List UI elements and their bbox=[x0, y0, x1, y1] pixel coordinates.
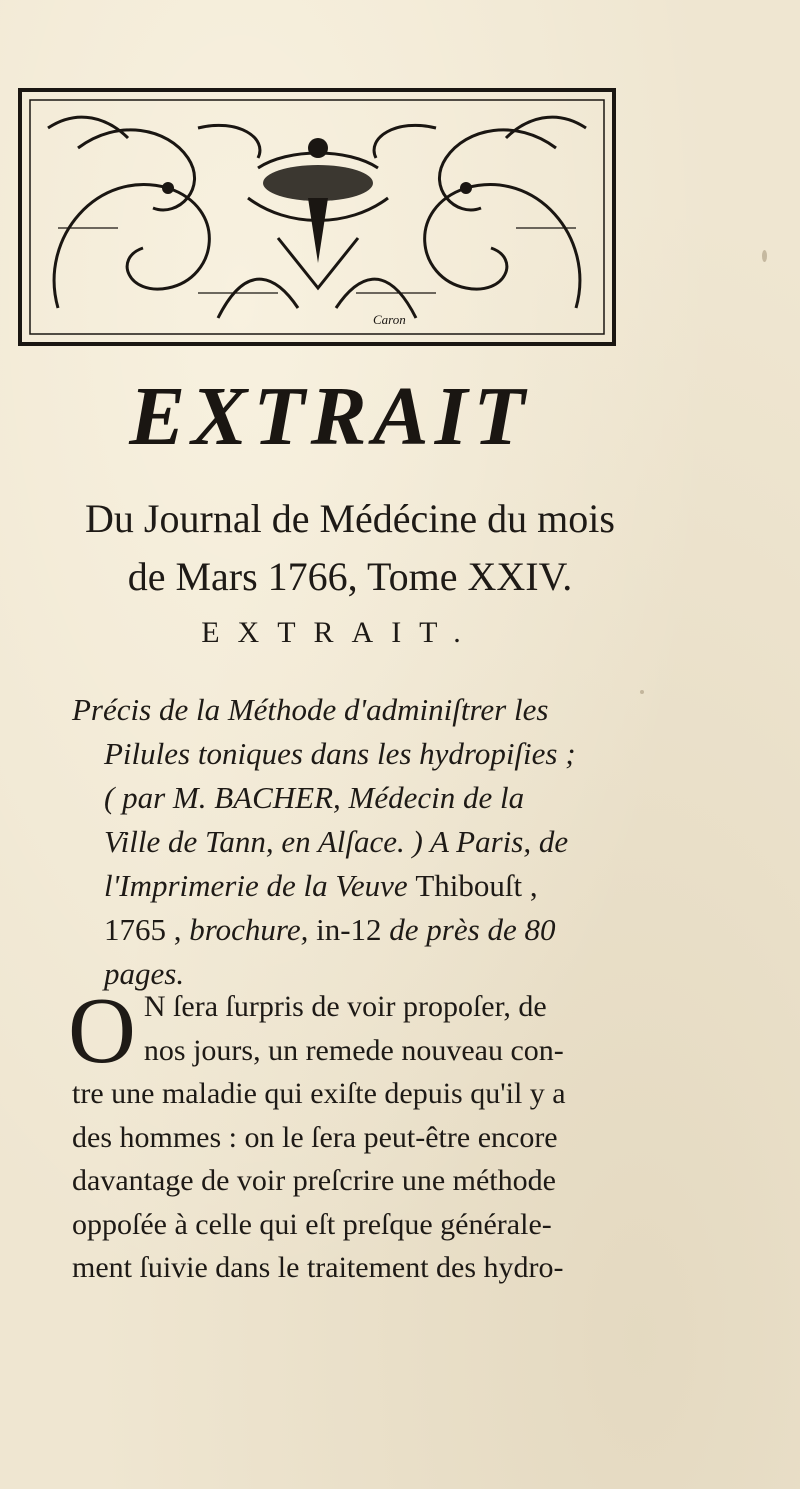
precis-line: ( par M. BACHER, Médecin de la bbox=[104, 780, 525, 815]
page-title: EXTRAIT bbox=[129, 370, 531, 463]
precis-line: pages. bbox=[104, 956, 185, 991]
precis-line bbox=[72, 908, 672, 952]
subtitle-line-2: de Mars 1766, Tome XXIV. bbox=[127, 554, 573, 599]
section-label: EXTRAIT. bbox=[201, 616, 479, 649]
format-label: in-12 bbox=[316, 912, 390, 947]
precis-text: l'Imprimerie de la Veuve bbox=[104, 868, 416, 903]
precis-text: brochure, bbox=[189, 912, 317, 947]
precis-line bbox=[72, 864, 672, 908]
publication-year: 1765 , bbox=[104, 912, 190, 947]
body-line: des hommes : on le ſera peut-être encore bbox=[72, 1120, 558, 1154]
subtitle-line-1: Du Journal de Médécine du mois bbox=[85, 496, 615, 541]
body-line: tre une maladie qui exiſte depuis qu'il y a bbox=[72, 1077, 566, 1110]
ornament-headpiece-icon bbox=[18, 88, 616, 346]
precis-paragraph bbox=[72, 688, 672, 996]
body-line: N ſera ſurpris de voir propoſer, de bbox=[143, 990, 547, 1023]
precis-line: Ville de Tann, en Alſace. ) A Paris, de bbox=[104, 824, 569, 859]
body-line: ment ſuivie dans le traitement des hydro- bbox=[72, 1251, 564, 1284]
body-paragraph bbox=[68, 979, 652, 1290]
body-line: davantage de voir preſcrire une méthode bbox=[72, 1164, 556, 1197]
engraver-signature: Caron bbox=[373, 312, 406, 327]
precis-line: Précis de la Méthode d'adminiſtrer les bbox=[72, 692, 549, 727]
body-line: oppoſée à celle qui eſt preſque générale- bbox=[72, 1207, 552, 1241]
printer-name: Thibouſt , bbox=[415, 868, 538, 903]
precis-line: Pilules toniques dans les hydropiſies ; bbox=[104, 736, 576, 771]
body-line: nos jours, un remede nouveau con- bbox=[143, 1033, 564, 1067]
ink-spot bbox=[762, 250, 767, 262]
precis-text: de près de 80 bbox=[389, 912, 556, 947]
journal-subtitle bbox=[30, 490, 670, 606]
ink-spot bbox=[640, 690, 644, 694]
drop-cap: O bbox=[68, 979, 136, 1083]
